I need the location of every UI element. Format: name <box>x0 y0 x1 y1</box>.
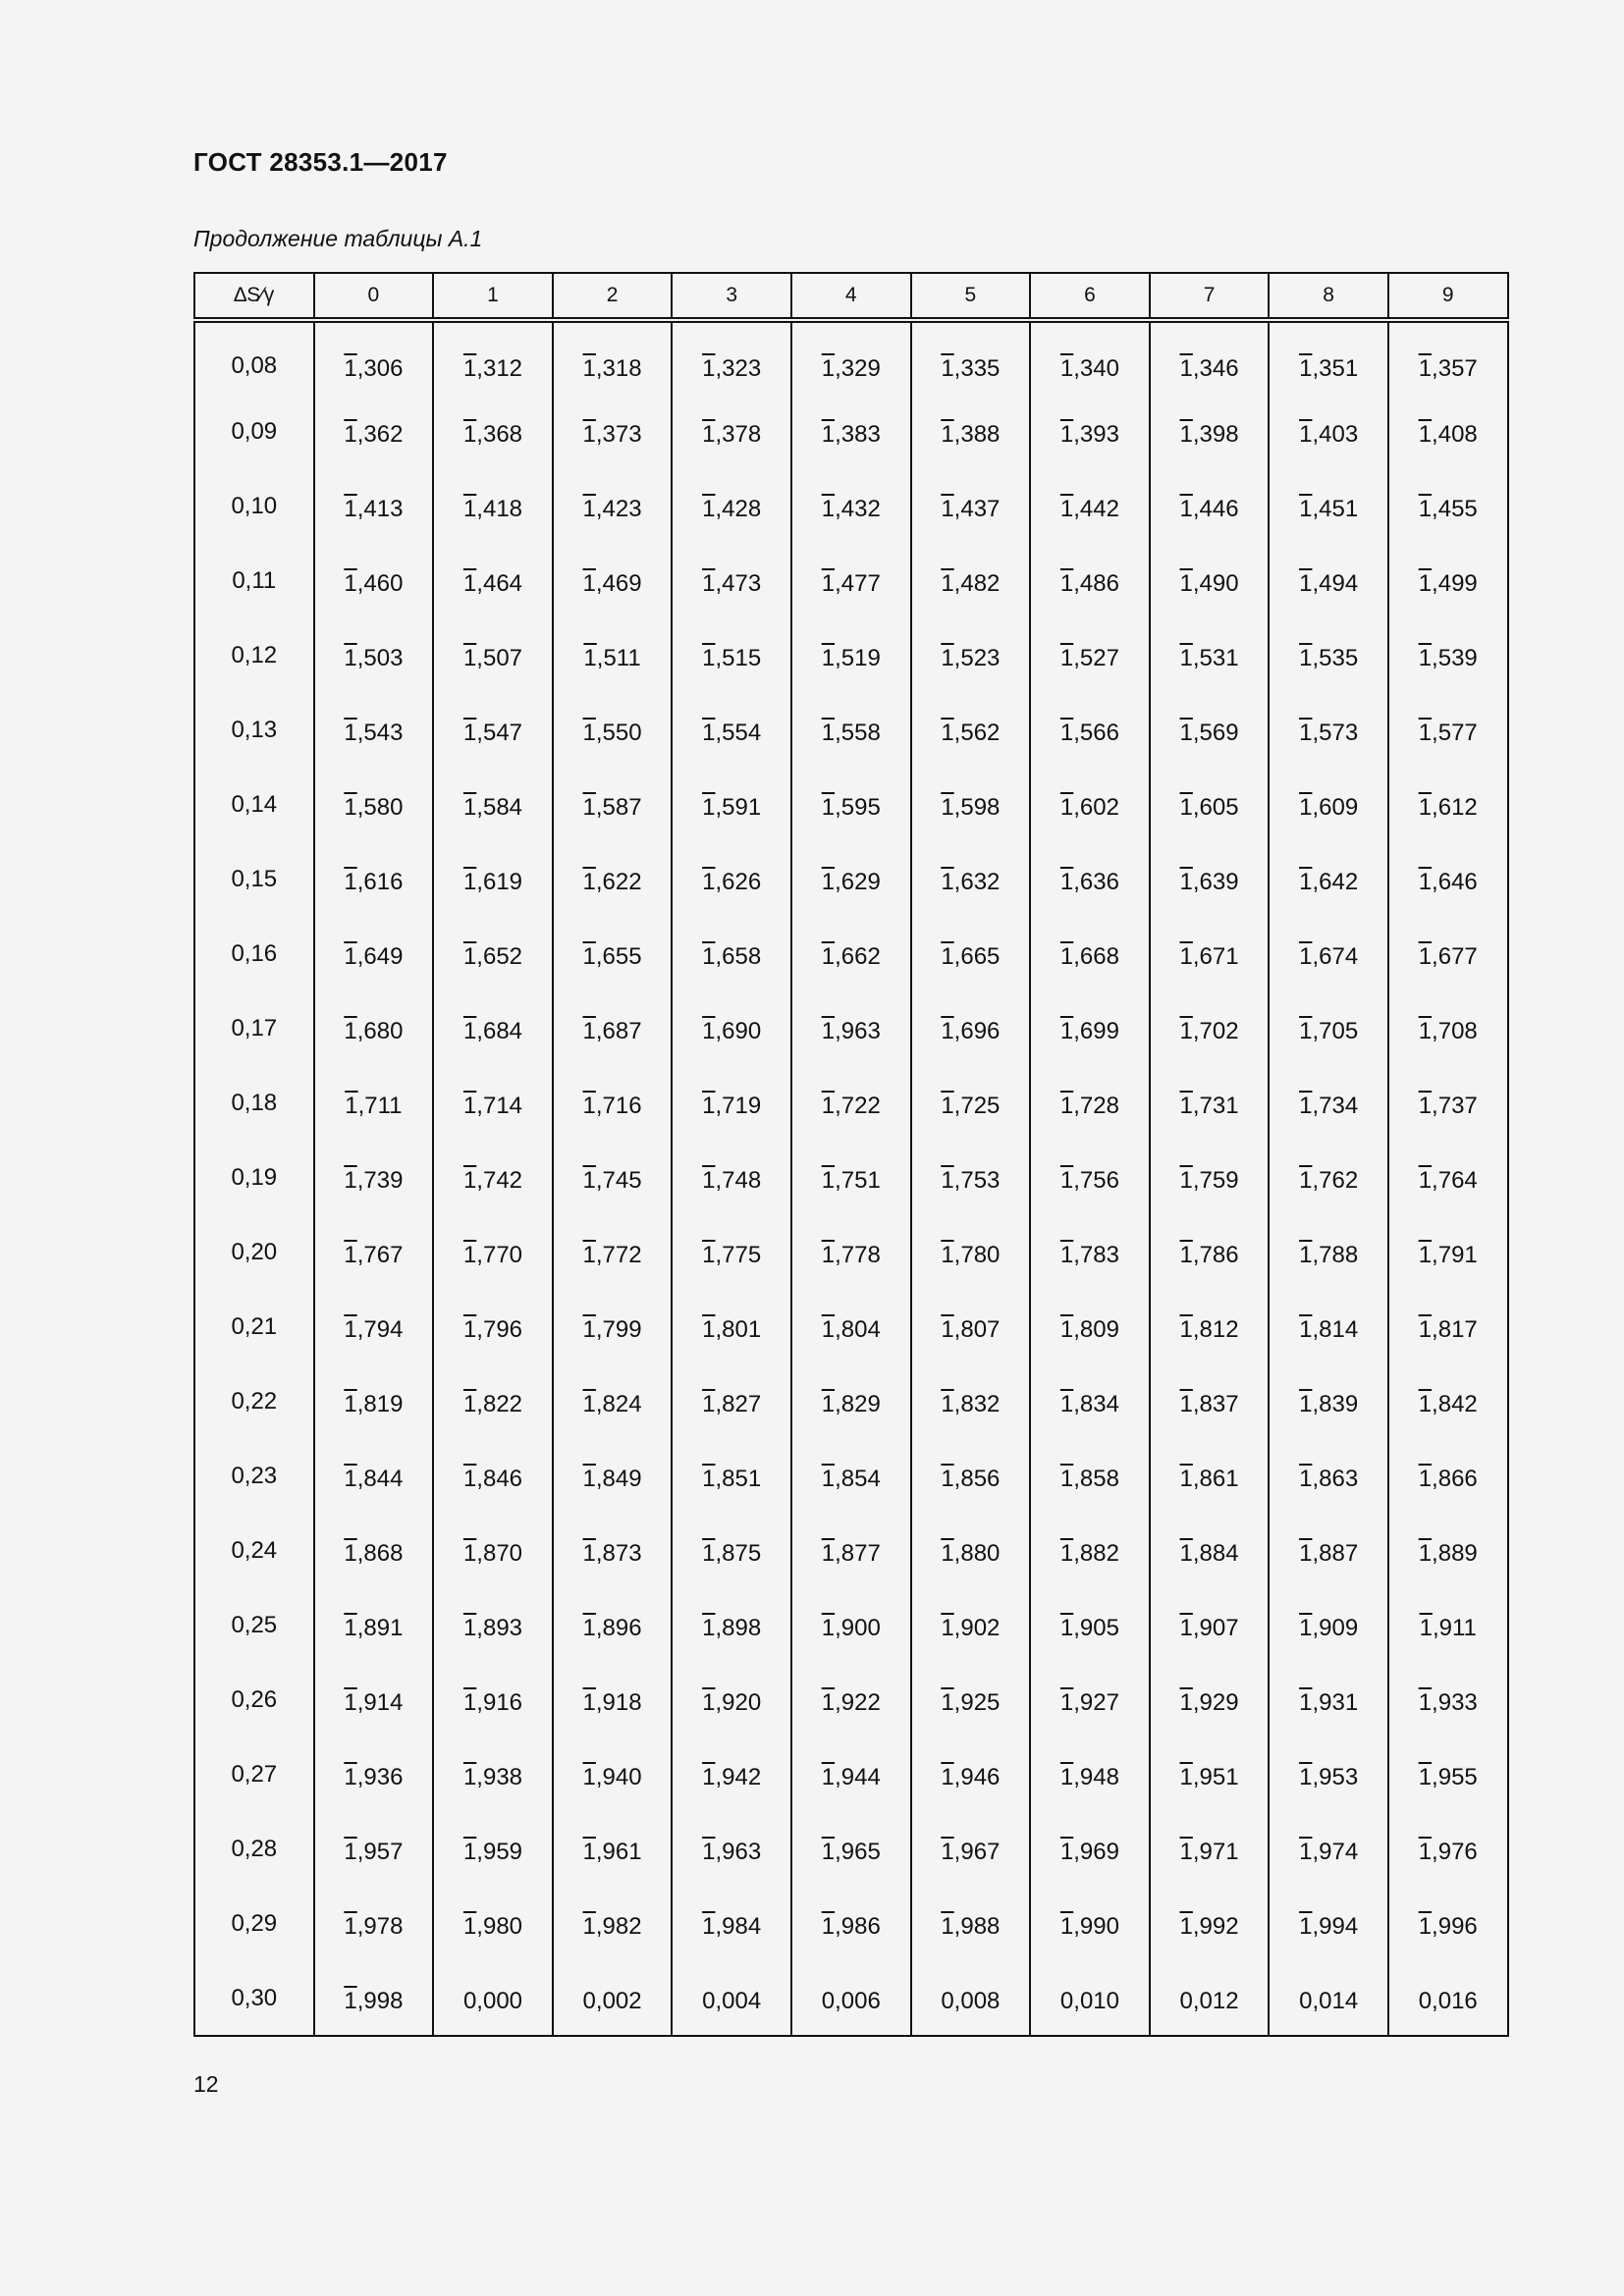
table-cell: 1,801 <box>672 1290 791 1364</box>
table-cell: 1,340 <box>1030 320 1150 395</box>
row-key-cell: 0,29 <box>194 1887 314 1961</box>
table-cell: 1,829 <box>791 1364 911 1439</box>
table-cell: 1,335 <box>911 320 1031 395</box>
table-cell: 1,649 <box>314 917 434 991</box>
column-header: 3 <box>672 273 791 320</box>
table-cell: 1,953 <box>1269 1737 1388 1812</box>
table-row <box>194 1663 1508 1737</box>
table-cell: 1,922 <box>791 1663 911 1737</box>
table-cell: 1,418 <box>433 469 553 544</box>
row-key-cell: 0,12 <box>194 618 314 693</box>
table-cell: 1,827 <box>672 1364 791 1439</box>
table-cell: 1,455 <box>1388 469 1508 544</box>
table-cell: 0,004 <box>672 1961 791 2036</box>
table-cell: 1,642 <box>1269 842 1388 917</box>
table-cell: 1,428 <box>672 469 791 544</box>
table-cell: 1,933 <box>1388 1663 1508 1737</box>
table-cell: 1,646 <box>1388 842 1508 917</box>
table-cell: 1,877 <box>791 1514 911 1588</box>
table-cell: 1,680 <box>314 991 434 1066</box>
table-cell: 1,605 <box>1150 768 1270 842</box>
table-cell: 1,974 <box>1269 1812 1388 1887</box>
table-cell: 1,639 <box>1150 842 1270 917</box>
table-cell: 1,986 <box>791 1887 911 1961</box>
table-cell: 1,778 <box>791 1215 911 1290</box>
table-cell: 1,822 <box>433 1364 553 1439</box>
table-cell: 1,942 <box>672 1737 791 1812</box>
table-cell: 1,796 <box>433 1290 553 1364</box>
table-cell: 1,951 <box>1150 1737 1270 1812</box>
table-cell: 1,550 <box>553 693 673 768</box>
table-cell: 1,976 <box>1388 1812 1508 1887</box>
table-cell: 1,482 <box>911 544 1031 618</box>
table-cell: 1,961 <box>553 1812 673 1887</box>
table-cell: 1,499 <box>1388 544 1508 618</box>
table-cell: 1,591 <box>672 768 791 842</box>
table-cell: 0,000 <box>433 1961 553 2036</box>
table-cell: 1,955 <box>1388 1737 1508 1812</box>
table-cell: 1,931 <box>1269 1663 1388 1737</box>
table-cell: 1,699 <box>1030 991 1150 1066</box>
table-cell: 1,612 <box>1388 768 1508 842</box>
table-cell: 1,940 <box>553 1737 673 1812</box>
row-key-cell: 0,28 <box>194 1812 314 1887</box>
table-cell: 1,812 <box>1150 1290 1270 1364</box>
table-cell: 1,783 <box>1030 1215 1150 1290</box>
row-key-cell: 0,18 <box>194 1066 314 1141</box>
table-cell: 1,566 <box>1030 693 1150 768</box>
table-cell: 1,967 <box>911 1812 1031 1887</box>
table-cell: 1,762 <box>1269 1141 1388 1215</box>
table-cell: 1,306 <box>314 320 434 395</box>
table-cell: 1,602 <box>1030 768 1150 842</box>
column-header: 8 <box>1269 273 1388 320</box>
table-header-row <box>194 273 1508 320</box>
table-cell: 1,891 <box>314 1588 434 1663</box>
table-cell: 1,708 <box>1388 991 1508 1066</box>
table-cell: 1,909 <box>1269 1588 1388 1663</box>
table-cell: 1,357 <box>1388 320 1508 395</box>
table-cell: 1,609 <box>1269 768 1388 842</box>
table-cell: 1,562 <box>911 693 1031 768</box>
table-cell: 1,764 <box>1388 1141 1508 1215</box>
table-row <box>194 1215 1508 1290</box>
table-row <box>194 768 1508 842</box>
table-cell: 1,629 <box>791 842 911 917</box>
table-row <box>194 1066 1508 1141</box>
table-cell: 1,759 <box>1150 1141 1270 1215</box>
table-cell: 1,539 <box>1388 618 1508 693</box>
table-cell: 1,882 <box>1030 1514 1150 1588</box>
row-key-cell: 0,20 <box>194 1215 314 1290</box>
table-row <box>194 693 1508 768</box>
row-key-cell: 0,30 <box>194 1961 314 2036</box>
row-key-cell: 0,15 <box>194 842 314 917</box>
table-row <box>194 618 1508 693</box>
table-cell: 1,978 <box>314 1887 434 1961</box>
table-cell: 1,451 <box>1269 469 1388 544</box>
table-cell: 1,916 <box>433 1663 553 1737</box>
table-cell: 1,770 <box>433 1215 553 1290</box>
table-cell: 0,008 <box>911 1961 1031 2036</box>
table-cell: 1,925 <box>911 1663 1031 1737</box>
table-cell: 1,898 <box>672 1588 791 1663</box>
table-cell: 1,918 <box>553 1663 673 1737</box>
column-header: 6 <box>1030 273 1150 320</box>
row-key-cell: 0,09 <box>194 395 314 469</box>
table-cell: 1,477 <box>791 544 911 618</box>
table-cell: 1,413 <box>314 469 434 544</box>
table-cell: 1,577 <box>1388 693 1508 768</box>
table-cell: 1,671 <box>1150 917 1270 991</box>
table-cell: 1,817 <box>1388 1290 1508 1364</box>
table-cell: 1,786 <box>1150 1215 1270 1290</box>
table-cell: 1,927 <box>1030 1663 1150 1737</box>
table-cell: 1,834 <box>1030 1364 1150 1439</box>
table-cell: 1,312 <box>433 320 553 395</box>
table-cell: 1,745 <box>553 1141 673 1215</box>
table-row <box>194 1141 1508 1215</box>
table-cell: 1,573 <box>1269 693 1388 768</box>
table-cell: 1,875 <box>672 1514 791 1588</box>
row-key-cell: 0,24 <box>194 1514 314 1588</box>
table-cell: 1,804 <box>791 1290 911 1364</box>
table-cell: 1,824 <box>553 1364 673 1439</box>
table-cell: 1,393 <box>1030 395 1150 469</box>
table-cell: 1,887 <box>1269 1514 1388 1588</box>
table-cell: 1,957 <box>314 1812 434 1887</box>
table-cell: 1,854 <box>791 1439 911 1514</box>
table-cell: 1,837 <box>1150 1364 1270 1439</box>
table-cell: 1,728 <box>1030 1066 1150 1141</box>
row-key-cell: 0,10 <box>194 469 314 544</box>
table-row <box>194 469 1508 544</box>
table-cell: 1,938 <box>433 1737 553 1812</box>
table-cell: 1,636 <box>1030 842 1150 917</box>
table-cell: 1,503 <box>314 618 434 693</box>
table-row <box>194 1364 1508 1439</box>
table-cell: 0,006 <box>791 1961 911 2036</box>
table-cell: 1,554 <box>672 693 791 768</box>
row-key-cell: 0,13 <box>194 693 314 768</box>
table-cell: 1,863 <box>1269 1439 1388 1514</box>
column-header: 7 <box>1150 273 1270 320</box>
table-cell: 1,893 <box>433 1588 553 1663</box>
table-cell: 1,963 <box>791 991 911 1066</box>
table-cell: 1,846 <box>433 1439 553 1514</box>
table-cell: 1,873 <box>553 1514 673 1588</box>
table-cell: 1,711 <box>314 1066 434 1141</box>
table-caption: Продолжение таблицы А.1 <box>193 226 483 251</box>
table-cell: 1,965 <box>791 1812 911 1887</box>
table-cell: 1,948 <box>1030 1737 1150 1812</box>
table-cell: 1,946 <box>911 1737 1031 1812</box>
table-cell: 1,990 <box>1030 1887 1150 1961</box>
table-cell: 1,490 <box>1150 544 1270 618</box>
table-row <box>194 1737 1508 1812</box>
table-cell: 1,437 <box>911 469 1031 544</box>
table-cell: 1,914 <box>314 1663 434 1737</box>
table-cell: 1,473 <box>672 544 791 618</box>
table-cell: 1,547 <box>433 693 553 768</box>
table-cell: 1,626 <box>672 842 791 917</box>
row-key-cell: 0,11 <box>194 544 314 618</box>
table-cell: 1,368 <box>433 395 553 469</box>
table-cell: 1,658 <box>672 917 791 991</box>
table-cell: 1,519 <box>791 618 911 693</box>
table-cell: 1,858 <box>1030 1439 1150 1514</box>
table-cell: 1,791 <box>1388 1215 1508 1290</box>
table-cell: 1,351 <box>1269 320 1388 395</box>
table-cell: 1,856 <box>911 1439 1031 1514</box>
table-cell: 1,442 <box>1030 469 1150 544</box>
table-row <box>194 1290 1508 1364</box>
table-cell: 1,753 <box>911 1141 1031 1215</box>
table-cell: 1,632 <box>911 842 1031 917</box>
table-cell: 1,737 <box>1388 1066 1508 1141</box>
table-cell: 1,696 <box>911 991 1031 1066</box>
table-cell: 1,996 <box>1388 1887 1508 1961</box>
table-cell: 1,767 <box>314 1215 434 1290</box>
table-cell: 1,772 <box>553 1215 673 1290</box>
table-cell: 1,719 <box>672 1066 791 1141</box>
table-cell: 1,722 <box>791 1066 911 1141</box>
table-cell: 1,511 <box>553 618 673 693</box>
document-code: ГОСТ 28353.1—2017 <box>193 147 448 177</box>
table-cell: 1,849 <box>553 1439 673 1514</box>
table-cell: 1,984 <box>672 1887 791 1961</box>
row-key-cell: 0,22 <box>194 1364 314 1439</box>
table-cell: 1,896 <box>553 1588 673 1663</box>
table-cell: 1,668 <box>1030 917 1150 991</box>
row-key-cell: 0,19 <box>194 1141 314 1215</box>
table-cell: 1,982 <box>553 1887 673 1961</box>
table-cell: 1,929 <box>1150 1663 1270 1737</box>
table-cell: 1,844 <box>314 1439 434 1514</box>
table-cell: 1,598 <box>911 768 1031 842</box>
table-cell: 1,674 <box>1269 917 1388 991</box>
table-cell: 1,543 <box>314 693 434 768</box>
table-cell: 1,739 <box>314 1141 434 1215</box>
table-row <box>194 1514 1508 1588</box>
table-cell: 1,665 <box>911 917 1031 991</box>
table-cell: 1,900 <box>791 1588 911 1663</box>
table-cell: 1,705 <box>1269 991 1388 1066</box>
row-key-cell: 0,21 <box>194 1290 314 1364</box>
table-cell: 1,373 <box>553 395 673 469</box>
table-cell: 1,662 <box>791 917 911 991</box>
table-cell: 1,527 <box>1030 618 1150 693</box>
table-cell: 1,587 <box>553 768 673 842</box>
table-cell: 1,616 <box>314 842 434 917</box>
table-cell: 1,655 <box>553 917 673 991</box>
table-cell: 1,734 <box>1269 1066 1388 1141</box>
table-cell: 1,684 <box>433 991 553 1066</box>
table-cell: 1,819 <box>314 1364 434 1439</box>
table-cell: 1,992 <box>1150 1887 1270 1961</box>
table-cell: 1,346 <box>1150 320 1270 395</box>
column-header: 1 <box>433 273 553 320</box>
table-cell: 1,580 <box>314 768 434 842</box>
table-row <box>194 842 1508 917</box>
table-cell: 1,408 <box>1388 395 1508 469</box>
table-cell: 1,861 <box>1150 1439 1270 1514</box>
table-cell: 1,423 <box>553 469 673 544</box>
table-cell: 1,889 <box>1388 1514 1508 1588</box>
row-key-cell: 0,16 <box>194 917 314 991</box>
table-cell: 1,839 <box>1269 1364 1388 1439</box>
table-cell: 1,944 <box>791 1737 911 1812</box>
table-cell: 1,988 <box>911 1887 1031 1961</box>
table-cell: 1,971 <box>1150 1812 1270 1887</box>
table-cell: 1,775 <box>672 1215 791 1290</box>
table-cell: 1,920 <box>672 1663 791 1737</box>
table-cell: 1,464 <box>433 544 553 618</box>
table-cell: 1,936 <box>314 1737 434 1812</box>
table-cell: 1,905 <box>1030 1588 1150 1663</box>
table-cell: 1,868 <box>314 1514 434 1588</box>
row-key-cell: 0,26 <box>194 1663 314 1737</box>
table-cell: 1,558 <box>791 693 911 768</box>
table-cell: 1,902 <box>911 1588 1031 1663</box>
table-cell: 1,494 <box>1269 544 1388 618</box>
table-row <box>194 1812 1508 1887</box>
table-cell: 1,794 <box>314 1290 434 1364</box>
table-cell: 1,329 <box>791 320 911 395</box>
table-cell: 1,751 <box>791 1141 911 1215</box>
column-header: 9 <box>1388 273 1508 320</box>
table-row <box>194 991 1508 1066</box>
table-cell: 1,403 <box>1269 395 1388 469</box>
row-key-cell: 0,14 <box>194 768 314 842</box>
table-cell: 1,725 <box>911 1066 1031 1141</box>
page-number: 12 <box>193 2071 219 2097</box>
table-cell: 1,809 <box>1030 1290 1150 1364</box>
table-cell: 1,383 <box>791 395 911 469</box>
column-header: 5 <box>911 273 1031 320</box>
table-row <box>194 1439 1508 1514</box>
table-cell: 1,523 <box>911 618 1031 693</box>
table-cell: 1,748 <box>672 1141 791 1215</box>
table-cell: 0,010 <box>1030 1961 1150 2036</box>
column-header: 4 <box>791 273 911 320</box>
table-cell: 1,807 <box>911 1290 1031 1364</box>
table-cell: 0,002 <box>553 1961 673 2036</box>
table-cell: 1,677 <box>1388 917 1508 991</box>
table-cell: 1,742 <box>433 1141 553 1215</box>
table-cell: 1,622 <box>553 842 673 917</box>
table-cell: 0,016 <box>1388 1961 1508 2036</box>
table-row <box>194 1961 1508 2036</box>
table-cell: 1,569 <box>1150 693 1270 768</box>
table-cell: 1,842 <box>1388 1364 1508 1439</box>
table-cell: 1,507 <box>433 618 553 693</box>
table-cell: 1,446 <box>1150 469 1270 544</box>
table-cell: 1,998 <box>314 1961 434 2036</box>
table-row <box>194 917 1508 991</box>
table-cell: 1,994 <box>1269 1887 1388 1961</box>
table-cell: 1,460 <box>314 544 434 618</box>
row-key-cell: 0,08 <box>194 320 314 395</box>
table-cell: 1,731 <box>1150 1066 1270 1141</box>
table-cell: 1,969 <box>1030 1812 1150 1887</box>
table-cell: 1,884 <box>1150 1514 1270 1588</box>
table-cell: 1,531 <box>1150 618 1270 693</box>
table-row <box>194 320 1508 395</box>
column-header-key: ∆S⁄γ <box>194 273 314 320</box>
table-row <box>194 395 1508 469</box>
table-cell: 0,012 <box>1150 1961 1270 2036</box>
table-body <box>194 320 1508 2036</box>
table-row <box>194 1887 1508 1961</box>
column-header: 2 <box>553 273 673 320</box>
table-cell: 1,535 <box>1269 618 1388 693</box>
table-cell: 1,469 <box>553 544 673 618</box>
table-cell: 1,652 <box>433 917 553 991</box>
table-cell: 1,584 <box>433 768 553 842</box>
column-header: 0 <box>314 273 434 320</box>
table-row <box>194 1588 1508 1663</box>
table-cell: 1,870 <box>433 1514 553 1588</box>
table-cell: 1,714 <box>433 1066 553 1141</box>
table-cell: 1,398 <box>1150 395 1270 469</box>
row-key-cell: 0,25 <box>194 1588 314 1663</box>
table-cell: 1,432 <box>791 469 911 544</box>
table-cell: 1,959 <box>433 1812 553 1887</box>
table-cell: 1,980 <box>433 1887 553 1961</box>
values-table <box>193 272 1509 2037</box>
row-key-cell: 0,17 <box>194 991 314 1066</box>
table-cell: 1,880 <box>911 1514 1031 1588</box>
table-cell: 1,690 <box>672 991 791 1066</box>
table-row <box>194 544 1508 618</box>
table-cell: 1,788 <box>1269 1215 1388 1290</box>
table-cell: 1,851 <box>672 1439 791 1514</box>
table-cell: 1,716 <box>553 1066 673 1141</box>
table-cell: 1,687 <box>553 991 673 1066</box>
table-cell: 1,780 <box>911 1215 1031 1290</box>
table-cell: 1,756 <box>1030 1141 1150 1215</box>
table-cell: 1,832 <box>911 1364 1031 1439</box>
table-cell: 1,907 <box>1150 1588 1270 1663</box>
table-cell: 1,595 <box>791 768 911 842</box>
table-cell: 1,963 <box>672 1812 791 1887</box>
table-cell: 1,318 <box>553 320 673 395</box>
table-cell: 1,362 <box>314 395 434 469</box>
table-cell: 1,486 <box>1030 544 1150 618</box>
row-key-cell: 0,27 <box>194 1737 314 1812</box>
table-cell: 1,515 <box>672 618 791 693</box>
table-cell: 1,814 <box>1269 1290 1388 1364</box>
table-cell: 1,378 <box>672 395 791 469</box>
table-cell: 1,866 <box>1388 1439 1508 1514</box>
table-cell: 1,388 <box>911 395 1031 469</box>
table-cell: 1,702 <box>1150 991 1270 1066</box>
row-key-cell: 0,23 <box>194 1439 314 1514</box>
table-cell: 1,619 <box>433 842 553 917</box>
table-cell: 0,014 <box>1269 1961 1388 2036</box>
table-cell: 1,799 <box>553 1290 673 1364</box>
table-cell: 1,911 <box>1388 1588 1508 1663</box>
table-cell: 1,323 <box>672 320 791 395</box>
